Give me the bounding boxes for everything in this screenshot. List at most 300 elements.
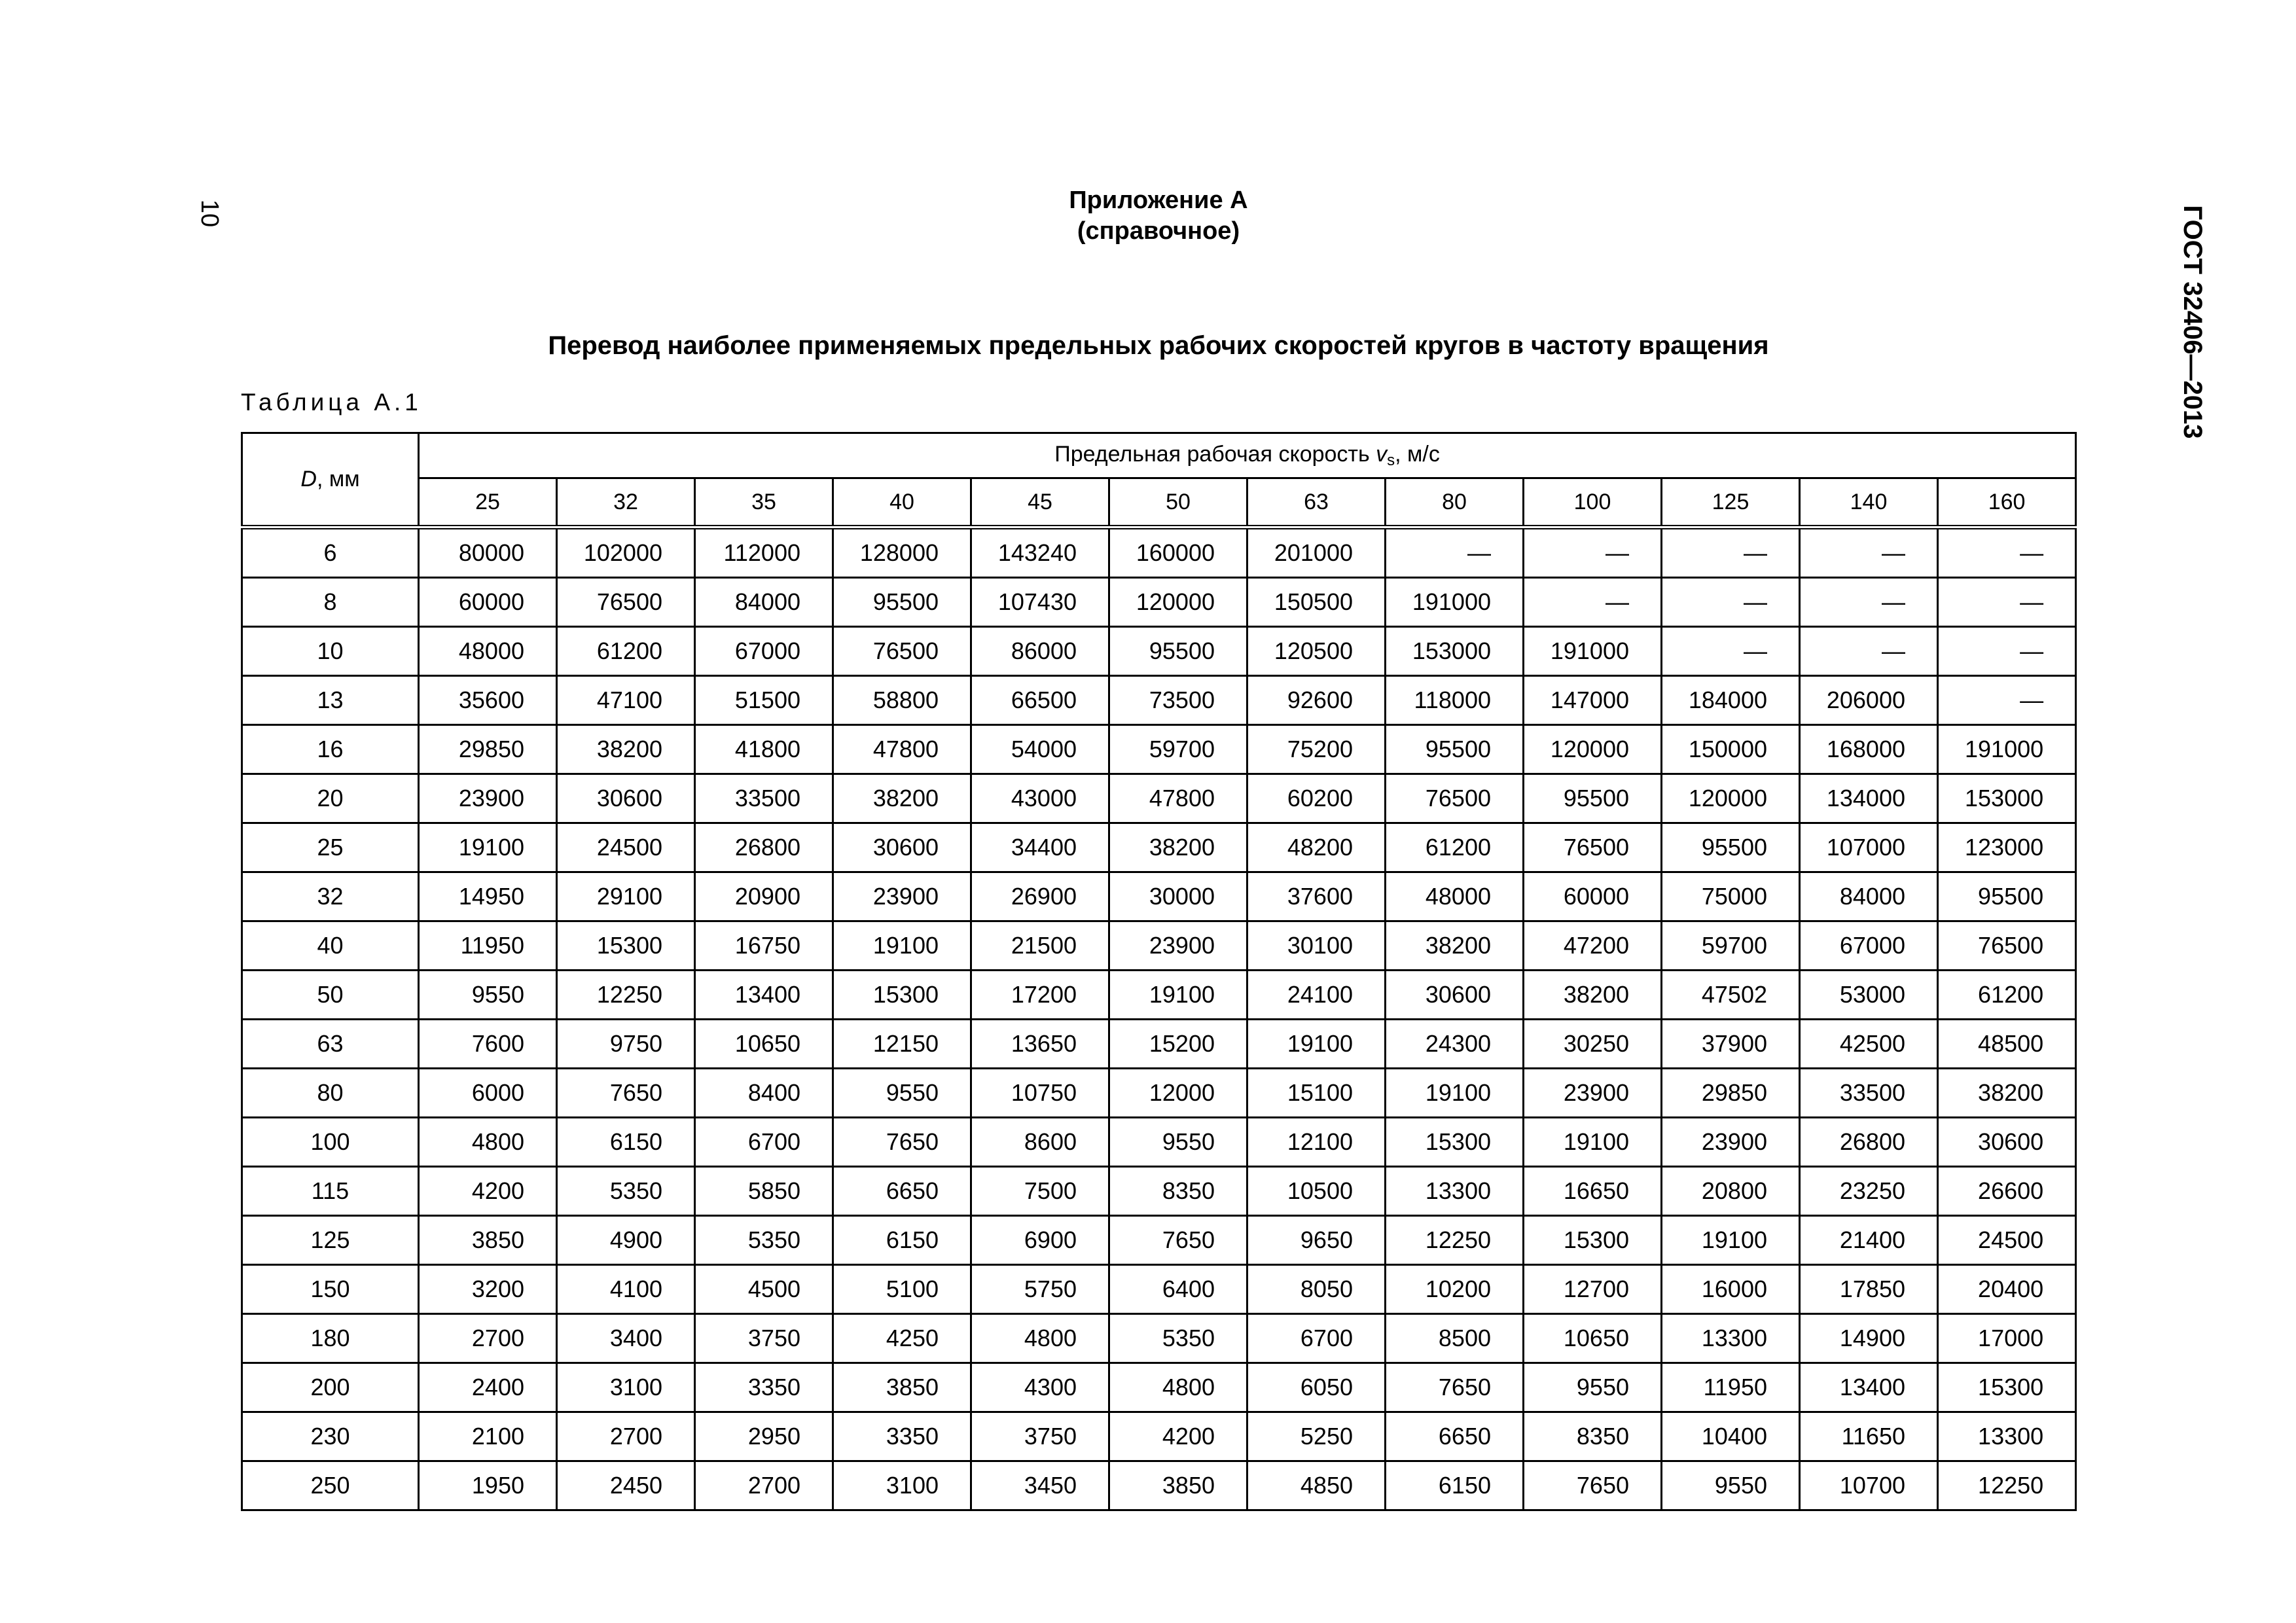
- rpm-cell: 29850: [419, 725, 557, 774]
- speed-column-header: 63: [1247, 478, 1386, 527]
- table-row: [242, 921, 2076, 971]
- speed-header-prefix: Предельная рабочая скорость: [1054, 441, 1376, 467]
- table-row: [242, 971, 2076, 1020]
- rpm-cell: 11950: [419, 921, 557, 971]
- rpm-cell: 19100: [1386, 1069, 1524, 1118]
- rpm-cell: 4800: [1109, 1363, 1247, 1412]
- rpm-cell: 16750: [695, 921, 833, 971]
- rpm-cell: 48200: [1247, 823, 1386, 872]
- rpm-cell: 17850: [1800, 1265, 1938, 1314]
- rpm-cell: 30600: [833, 823, 971, 872]
- rpm-cell: 5250: [1247, 1412, 1386, 1461]
- rpm-cell: 107430: [971, 578, 1109, 627]
- rpm-cell: 92600: [1247, 676, 1386, 725]
- rpm-cell: 60200: [1247, 774, 1386, 823]
- rpm-cell: 30600: [1386, 971, 1524, 1020]
- rpm-cell: 2700: [557, 1412, 695, 1461]
- rpm-cell: 19100: [1524, 1118, 1662, 1167]
- table-body: [242, 527, 2076, 1510]
- rpm-cell: 48000: [1386, 872, 1524, 921]
- rpm-cell: 23900: [1662, 1118, 1800, 1167]
- table-row: [242, 1412, 2076, 1461]
- rpm-cell: 19100: [1109, 971, 1247, 1020]
- rpm-cell: 14900: [1800, 1314, 1938, 1363]
- rpm-cell: 59700: [1109, 725, 1247, 774]
- diameter-cell: 13: [242, 676, 419, 725]
- rpm-cell: 12250: [557, 971, 695, 1020]
- page-number: 10: [196, 199, 223, 228]
- rpm-cell: 37900: [1662, 1020, 1800, 1069]
- rpm-cell: 7650: [1386, 1363, 1524, 1412]
- rpm-cell: 33500: [1800, 1069, 1938, 1118]
- speed-column-header: 80: [1386, 478, 1524, 527]
- rpm-cell: 8400: [695, 1069, 833, 1118]
- rpm-cell: 34400: [971, 823, 1109, 872]
- rpm-cell: 59700: [1662, 921, 1800, 971]
- rpm-cell: —: [1386, 527, 1524, 578]
- rpm-cell: 60000: [1524, 872, 1662, 921]
- rpm-cell: 15300: [557, 921, 695, 971]
- table-row: [242, 676, 2076, 725]
- speed-column-header: 160: [1938, 478, 2076, 527]
- rpm-cell: 6400: [1109, 1265, 1247, 1314]
- rpm-cell: 76500: [833, 627, 971, 676]
- rpm-cell: 4800: [419, 1118, 557, 1167]
- rpm-cell: 61200: [557, 627, 695, 676]
- rpm-cell: 206000: [1800, 676, 1938, 725]
- rpm-cell: 3850: [833, 1363, 971, 1412]
- rpm-cell: 23250: [1800, 1167, 1938, 1216]
- rpm-cell: 10650: [695, 1020, 833, 1069]
- rpm-cell: 19100: [833, 921, 971, 971]
- rpm-cell: 30100: [1247, 921, 1386, 971]
- rpm-cell: 38200: [833, 774, 971, 823]
- rpm-cell: 13650: [971, 1020, 1109, 1069]
- rpm-cell: 7500: [971, 1167, 1109, 1216]
- rpm-cell: 6700: [695, 1118, 833, 1167]
- rpm-cell: 95500: [1938, 872, 2076, 921]
- rpm-cell: 3200: [419, 1265, 557, 1314]
- rpm-cell: 6900: [971, 1216, 1109, 1265]
- rpm-cell: 5850: [695, 1167, 833, 1216]
- page-title: Перевод наиболее применяемых предельных рабочих скоростей кругов в частоту вращения: [548, 331, 1769, 360]
- rpm-cell: 184000: [1662, 676, 1800, 725]
- rpm-cell: 47800: [833, 725, 971, 774]
- rpm-cell: 67000: [1800, 921, 1938, 971]
- rpm-cell: 43000: [971, 774, 1109, 823]
- rpm-cell: 6650: [833, 1167, 971, 1216]
- speed-column-header: 32: [557, 478, 695, 527]
- diameter-cell: 125: [242, 1216, 419, 1265]
- rpm-cell: 8050: [1247, 1265, 1386, 1314]
- rpm-cell: 21500: [971, 921, 1109, 971]
- rpm-cell: 4200: [419, 1167, 557, 1216]
- rpm-cell: 30600: [557, 774, 695, 823]
- rpm-cell: 47800: [1109, 774, 1247, 823]
- table-row: [242, 1314, 2076, 1363]
- rpm-cell: 47200: [1524, 921, 1662, 971]
- rpm-cell: 2400: [419, 1363, 557, 1412]
- rpm-cell: 9650: [1247, 1216, 1386, 1265]
- rpm-cell: 153000: [1386, 627, 1524, 676]
- rpm-cell: 10500: [1247, 1167, 1386, 1216]
- rpm-cell: 168000: [1800, 725, 1938, 774]
- rpm-cell: 112000: [695, 527, 833, 578]
- rpm-cell: 3450: [971, 1461, 1109, 1510]
- speed-column-header: 45: [971, 478, 1109, 527]
- rpm-cell: 47502: [1662, 971, 1800, 1020]
- rpm-cell: 53000: [1800, 971, 1938, 1020]
- rpm-cell: 12250: [1386, 1216, 1524, 1265]
- rpm-cell: 20800: [1662, 1167, 1800, 1216]
- diameter-cell: 32: [242, 872, 419, 921]
- rpm-cell: 150000: [1662, 725, 1800, 774]
- rpm-cell: 26600: [1938, 1167, 2076, 1216]
- rpm-cell: 13300: [1662, 1314, 1800, 1363]
- rpm-cell: —: [1662, 578, 1800, 627]
- rpm-cell: 8600: [971, 1118, 1109, 1167]
- rpm-cell: 67000: [695, 627, 833, 676]
- rpm-cell: 2950: [695, 1412, 833, 1461]
- rpm-cell: —: [1662, 627, 1800, 676]
- appendix-type: (справочное): [1077, 217, 1240, 245]
- rpm-cell: 3850: [1109, 1461, 1247, 1510]
- rpm-cell: 60000: [419, 578, 557, 627]
- rpm-cell: 201000: [1247, 527, 1386, 578]
- rpm-cell: 143240: [971, 527, 1109, 578]
- rpm-cell: 10200: [1386, 1265, 1524, 1314]
- rpm-cell: 95500: [1386, 725, 1524, 774]
- rpm-cell: 20400: [1938, 1265, 2076, 1314]
- diameter-cell: 8: [242, 578, 419, 627]
- rpm-cell: 191000: [1524, 627, 1662, 676]
- rpm-cell: 15300: [1524, 1216, 1662, 1265]
- diameter-cell: 100: [242, 1118, 419, 1167]
- rpm-cell: 5100: [833, 1265, 971, 1314]
- rpm-cell: 76500: [557, 578, 695, 627]
- rpm-cell: 38200: [1938, 1069, 2076, 1118]
- table-row: [242, 627, 2076, 676]
- rpm-cell: 191000: [1938, 725, 2076, 774]
- rpm-cell: 3100: [833, 1461, 971, 1510]
- diameter-cell: 230: [242, 1412, 419, 1461]
- rpm-cell: 95500: [1109, 627, 1247, 676]
- rpm-cell: 86000: [971, 627, 1109, 676]
- speed-column-header: 40: [833, 478, 971, 527]
- rpm-cell: 33500: [695, 774, 833, 823]
- rpm-cell: 26800: [1800, 1118, 1938, 1167]
- diameter-cell: 150: [242, 1265, 419, 1314]
- speed-column-header: 50: [1109, 478, 1247, 527]
- rpm-cell: 29100: [557, 872, 695, 921]
- speed-conversion-table: [241, 432, 2077, 1511]
- rpm-cell: 24300: [1386, 1020, 1524, 1069]
- rpm-cell: 16650: [1524, 1167, 1662, 1216]
- rpm-cell: 38200: [1109, 823, 1247, 872]
- diameter-cell: 20: [242, 774, 419, 823]
- diameter-symbol: D: [300, 467, 317, 491]
- rpm-cell: 9750: [557, 1020, 695, 1069]
- diameter-cell: 6: [242, 527, 419, 578]
- rpm-cell: 102000: [557, 527, 695, 578]
- diameter-column-header: [242, 433, 419, 527]
- diameter-cell: 200: [242, 1363, 419, 1412]
- table-row: [242, 1118, 2076, 1167]
- rpm-cell: —: [1800, 578, 1938, 627]
- rpm-cell: 17000: [1938, 1314, 2076, 1363]
- rpm-cell: 10750: [971, 1069, 1109, 1118]
- rpm-cell: 120000: [1662, 774, 1800, 823]
- table-row: [242, 872, 2076, 921]
- speed-column-header: 25: [419, 478, 557, 527]
- rpm-cell: 24500: [557, 823, 695, 872]
- rpm-cell: 66500: [971, 676, 1109, 725]
- rpm-cell: 35600: [419, 676, 557, 725]
- rpm-cell: 147000: [1524, 676, 1662, 725]
- rpm-cell: 23900: [1109, 921, 1247, 971]
- speed-unit: , м/с: [1395, 441, 1440, 467]
- rpm-cell: 4250: [833, 1314, 971, 1363]
- rpm-cell: 15300: [1938, 1363, 2076, 1412]
- diameter-cell: 80: [242, 1069, 419, 1118]
- rpm-cell: 76500: [1386, 774, 1524, 823]
- rpm-cell: 2700: [419, 1314, 557, 1363]
- rpm-cell: 26800: [695, 823, 833, 872]
- table-row: [242, 774, 2076, 823]
- rpm-cell: 7650: [1524, 1461, 1662, 1510]
- rpm-cell: 61200: [1938, 971, 2076, 1020]
- rpm-cell: 9550: [1524, 1363, 1662, 1412]
- rpm-cell: 13400: [695, 971, 833, 1020]
- appendix-heading: [766, 185, 1551, 247]
- rpm-cell: —: [1938, 627, 2076, 676]
- table-row: [242, 823, 2076, 872]
- rpm-cell: 24500: [1938, 1216, 2076, 1265]
- rpm-cell: —: [1800, 527, 1938, 578]
- rpm-cell: 38200: [557, 725, 695, 774]
- rpm-cell: 9550: [833, 1069, 971, 1118]
- diameter-cell: 250: [242, 1461, 419, 1510]
- rpm-cell: 24100: [1247, 971, 1386, 1020]
- rpm-cell: 15100: [1247, 1069, 1386, 1118]
- rpm-cell: 12700: [1524, 1265, 1662, 1314]
- rpm-cell: 75200: [1247, 725, 1386, 774]
- rpm-cell: 3850: [419, 1216, 557, 1265]
- rpm-cell: 12000: [1109, 1069, 1247, 1118]
- rpm-cell: 8500: [1386, 1314, 1524, 1363]
- rpm-cell: 6000: [419, 1069, 557, 1118]
- rpm-cell: 9550: [1109, 1118, 1247, 1167]
- rpm-cell: 120500: [1247, 627, 1386, 676]
- table-row: [242, 1265, 2076, 1314]
- table-row: [242, 578, 2076, 627]
- diameter-cell: 25: [242, 823, 419, 872]
- rpm-cell: 6650: [1386, 1412, 1524, 1461]
- table-row: [242, 1167, 2076, 1216]
- rpm-cell: 12100: [1247, 1118, 1386, 1167]
- rpm-cell: 7650: [557, 1069, 695, 1118]
- rpm-cell: 8350: [1109, 1167, 1247, 1216]
- rpm-cell: 8350: [1524, 1412, 1662, 1461]
- rpm-cell: 26900: [971, 872, 1109, 921]
- rpm-cell: 4850: [1247, 1461, 1386, 1510]
- rpm-cell: 6150: [833, 1216, 971, 1265]
- rpm-cell: 7650: [1109, 1216, 1247, 1265]
- rpm-cell: 118000: [1386, 676, 1524, 725]
- rpm-cell: 12250: [1938, 1461, 2076, 1510]
- table-row: [242, 1020, 2076, 1069]
- rpm-cell: 38200: [1524, 971, 1662, 1020]
- rpm-cell: 5350: [557, 1167, 695, 1216]
- rpm-cell: 134000: [1800, 774, 1938, 823]
- rpm-cell: 12150: [833, 1020, 971, 1069]
- rpm-cell: 3350: [695, 1363, 833, 1412]
- rpm-cell: 30250: [1524, 1020, 1662, 1069]
- rpm-cell: 84000: [695, 578, 833, 627]
- rpm-cell: 75000: [1662, 872, 1800, 921]
- rpm-cell: 30000: [1109, 872, 1247, 921]
- rpm-cell: 21400: [1800, 1216, 1938, 1265]
- diameter-cell: 10: [242, 627, 419, 676]
- rpm-cell: 3750: [695, 1314, 833, 1363]
- speed-symbol: v: [1376, 441, 1388, 467]
- rpm-cell: 6150: [1386, 1461, 1524, 1510]
- rpm-cell: 47100: [557, 676, 695, 725]
- rpm-cell: 80000: [419, 527, 557, 578]
- rpm-cell: 3100: [557, 1363, 695, 1412]
- rpm-cell: 7600: [419, 1020, 557, 1069]
- rpm-cell: 7650: [833, 1118, 971, 1167]
- rpm-cell: 11650: [1800, 1412, 1938, 1461]
- rpm-cell: 23900: [1524, 1069, 1662, 1118]
- rpm-cell: 30600: [1938, 1118, 2076, 1167]
- rpm-cell: 4200: [1109, 1412, 1247, 1461]
- rpm-cell: 17200: [971, 971, 1109, 1020]
- rpm-cell: 58800: [833, 676, 971, 725]
- rpm-cell: 48500: [1938, 1020, 2076, 1069]
- speed-group-header: [419, 433, 2076, 478]
- rpm-cell: 15300: [1386, 1118, 1524, 1167]
- rpm-cell: 150500: [1247, 578, 1386, 627]
- table-row: [242, 527, 2076, 578]
- rpm-cell: 76500: [1938, 921, 2076, 971]
- rpm-cell: 153000: [1938, 774, 2076, 823]
- diameter-cell: 16: [242, 725, 419, 774]
- rpm-cell: —: [1524, 578, 1662, 627]
- rpm-cell: —: [1938, 676, 2076, 725]
- rpm-cell: 4900: [557, 1216, 695, 1265]
- rpm-cell: 13400: [1800, 1363, 1938, 1412]
- diameter-cell: 115: [242, 1167, 419, 1216]
- rpm-cell: 29850: [1662, 1069, 1800, 1118]
- speed-column-header: 125: [1662, 478, 1800, 527]
- rpm-cell: 37600: [1247, 872, 1386, 921]
- rpm-cell: 10400: [1662, 1412, 1800, 1461]
- rpm-cell: 48000: [419, 627, 557, 676]
- speed-column-header: 35: [695, 478, 833, 527]
- rpm-cell: 120000: [1524, 725, 1662, 774]
- table-caption: Таблица А.1: [241, 389, 422, 416]
- rpm-cell: 51500: [695, 676, 833, 725]
- rpm-cell: —: [1938, 527, 2076, 578]
- rpm-cell: 95500: [1662, 823, 1800, 872]
- rpm-cell: 13300: [1938, 1412, 2076, 1461]
- diameter-cell: 50: [242, 971, 419, 1020]
- rpm-cell: 13300: [1386, 1167, 1524, 1216]
- rpm-cell: 23900: [419, 774, 557, 823]
- rpm-cell: 54000: [971, 725, 1109, 774]
- rpm-cell: 2700: [695, 1461, 833, 1510]
- speed-column-header: 140: [1800, 478, 1938, 527]
- speed-subscript: s: [1387, 451, 1395, 469]
- rpm-cell: 6050: [1247, 1363, 1386, 1412]
- speed-column-header: 100: [1524, 478, 1662, 527]
- rpm-cell: —: [1662, 527, 1800, 578]
- rpm-cell: 16000: [1662, 1265, 1800, 1314]
- rpm-cell: 11950: [1662, 1363, 1800, 1412]
- rpm-cell: 5350: [695, 1216, 833, 1265]
- diameter-cell: 63: [242, 1020, 419, 1069]
- rpm-cell: 84000: [1800, 872, 1938, 921]
- rpm-cell: 23900: [833, 872, 971, 921]
- rpm-cell: 123000: [1938, 823, 2076, 872]
- appendix-title: Приложение А: [1069, 187, 1248, 214]
- rpm-cell: 3400: [557, 1314, 695, 1363]
- rpm-cell: 9550: [1662, 1461, 1800, 1510]
- table-row: [242, 1069, 2076, 1118]
- rpm-cell: 10700: [1800, 1461, 1938, 1510]
- speed-values-header-row: [242, 478, 2076, 527]
- diameter-cell: 180: [242, 1314, 419, 1363]
- rpm-cell: 19100: [1662, 1216, 1800, 1265]
- rpm-cell: 128000: [833, 527, 971, 578]
- rpm-cell: 6150: [557, 1118, 695, 1167]
- rpm-cell: 10650: [1524, 1314, 1662, 1363]
- diameter-cell: 40: [242, 921, 419, 971]
- rpm-cell: 191000: [1386, 578, 1524, 627]
- rpm-cell: —: [1938, 578, 2076, 627]
- rpm-cell: 107000: [1800, 823, 1938, 872]
- rpm-cell: —: [1800, 627, 1938, 676]
- table-row: [242, 1216, 2076, 1265]
- diameter-unit: , мм: [316, 467, 360, 491]
- rpm-cell: 73500: [1109, 676, 1247, 725]
- rpm-cell: 4300: [971, 1363, 1109, 1412]
- rpm-cell: 2450: [557, 1461, 695, 1510]
- rpm-cell: 9550: [419, 971, 557, 1020]
- rpm-cell: 95500: [833, 578, 971, 627]
- rpm-cell: 19100: [419, 823, 557, 872]
- rpm-cell: 2100: [419, 1412, 557, 1461]
- rpm-cell: 3350: [833, 1412, 971, 1461]
- table-row: [242, 725, 2076, 774]
- rpm-cell: 41800: [695, 725, 833, 774]
- table-row: [242, 1363, 2076, 1412]
- rpm-cell: 14950: [419, 872, 557, 921]
- rpm-cell: 38200: [1386, 921, 1524, 971]
- rpm-cell: 95500: [1524, 774, 1662, 823]
- table-row: [242, 1461, 2076, 1510]
- rpm-cell: 120000: [1109, 578, 1247, 627]
- rpm-cell: 61200: [1386, 823, 1524, 872]
- rpm-cell: —: [1524, 527, 1662, 578]
- rpm-cell: 15200: [1109, 1020, 1247, 1069]
- rpm-cell: 5750: [971, 1265, 1109, 1314]
- rpm-cell: 4500: [695, 1265, 833, 1314]
- rpm-cell: 4800: [971, 1314, 1109, 1363]
- rpm-cell: 4100: [557, 1265, 695, 1314]
- rpm-cell: 5350: [1109, 1314, 1247, 1363]
